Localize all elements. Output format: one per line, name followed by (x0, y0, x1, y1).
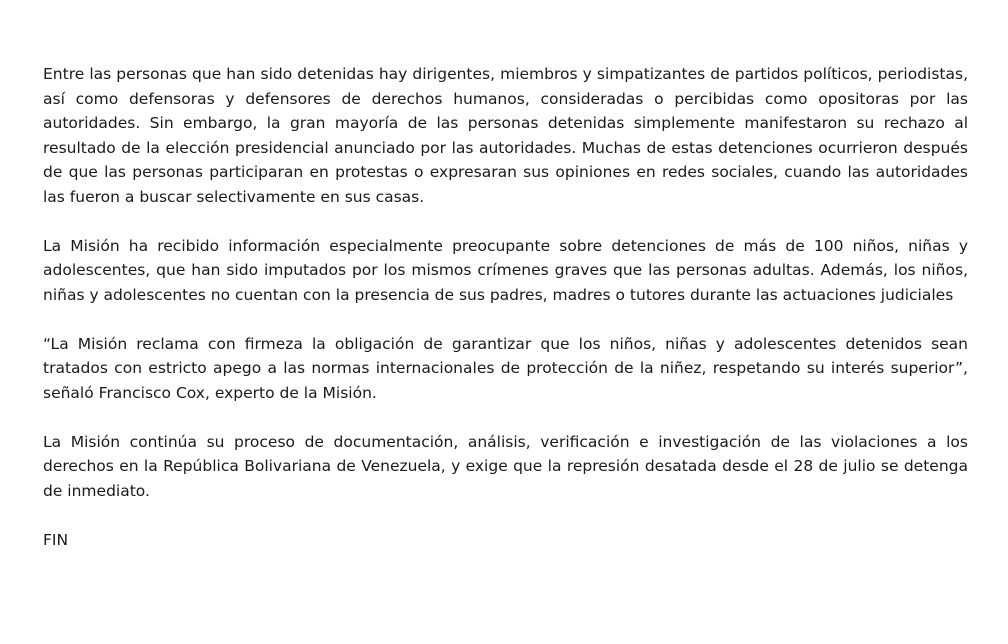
paragraph-mission-continues: La Misión continúa su proceso de documentación, análisis, verificación e investigación de las violaciones a los derechos en la República Bolivariana de Venezuela, y exige que la represión desatada desde el 28 de julio se detenga de inmediato. (43, 432, 968, 500)
paragraph-quote-francisco-cox: “La Misión reclama con firmeza la obligación de garantizar que los niños, niñas y adolescentes detenidos sean tratados con estricto apego a las normas internacionales de protección de la niñez, respetando su interés superior”, señaló Francisco Cox, experto de la Misión. (43, 334, 968, 402)
document-body (43, 62, 968, 552)
paragraph-detained-persons: Entre las personas que han sido detenidas hay dirigentes, miembros y simpatizantes de partidos políticos, periodistas, así como defensoras y defensores de derechos humanos, consideradas o percibidas como opositoras por las autoridades. Sin embargo, la gran mayoría de las personas detenidas simplemente manifestaron su rechazo al resultado de la elección presidencial anunciado por las autoridades. Muchas de estas detenciones ocurrieron después de que las personas participaran en protestas o expresaran sus opiniones en redes sociales, cuando las autoridades las fueron a buscar selectivamente en sus casas. (43, 65, 968, 206)
paragraph-children-detentions: La Misión ha recibido información especialmente preocupante sobre detenciones de más de 100 niños, niñas y adolescentes, que han sido imputados por los mismos crímenes graves que las personas adultas. Además, los niños, niñas y adolescentes no cuentan con la presencia de sus padres, madres o tutores durante las actuaciones judiciales (43, 236, 968, 304)
closing-fin: FIN (43, 530, 69, 549)
